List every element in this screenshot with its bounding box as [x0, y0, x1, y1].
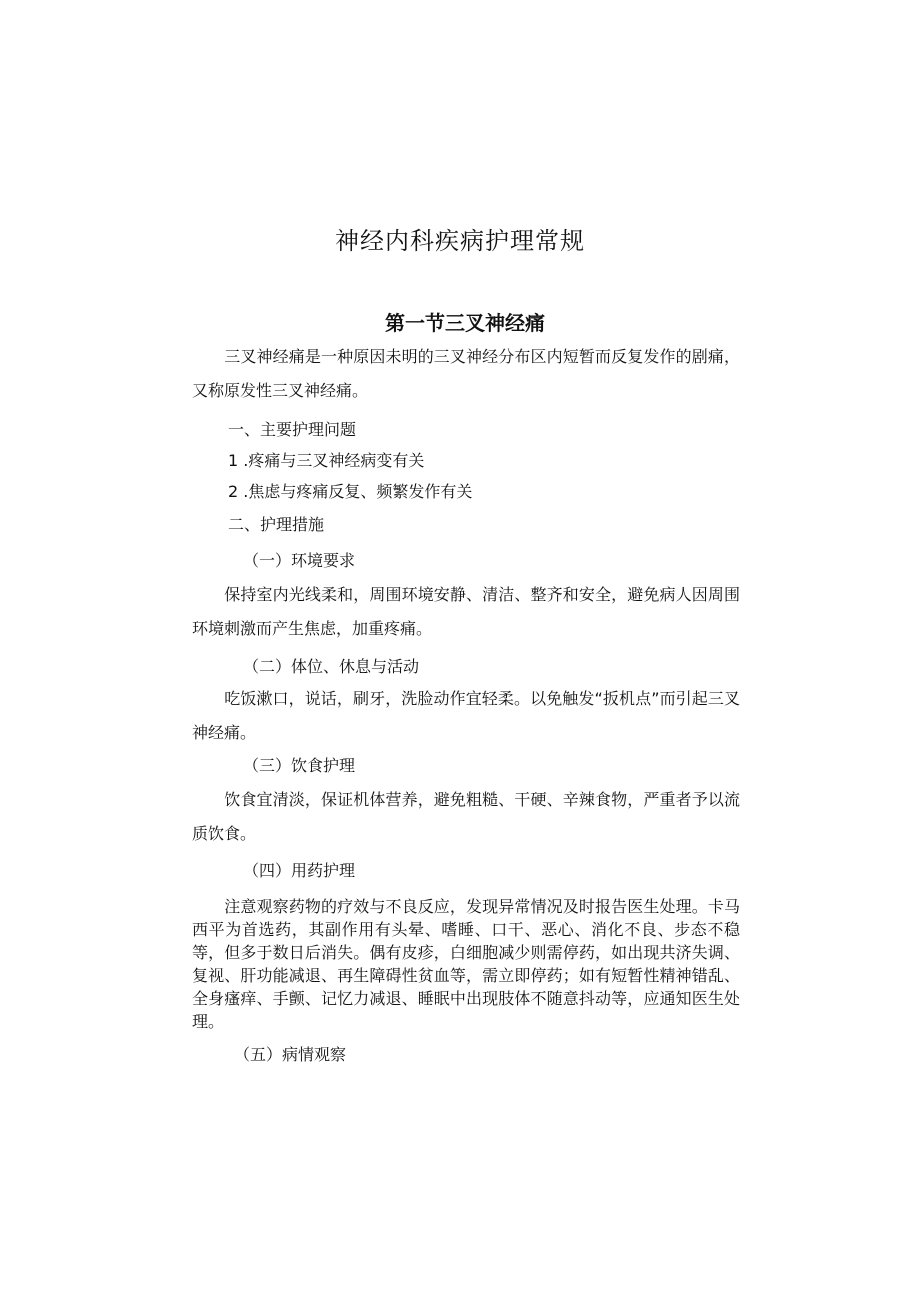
heading-main-problems: 一、主要护理问题 [228, 420, 357, 439]
paragraph-medication: 注意观察药物的疗效与不良反应，发现异常情况及时报告医生处理。卡马西平为首选药，其副作用有头晕、嗜睡、口干、恶心、消化不良、步态不稳等，但多于数日后消失。偶有皮疹，白细胞减少则需停药，如出现共济失调、复视、肝功能减退、再生障碍性贫血等，需立即停药；如有短暂性精神错乱、全身瘙痒、手颤、记忆力减退、睡眠中出现肢体不随意抖动等，应通知医生处理。 [192, 897, 740, 1031]
subheading-position-rest: （二）体位、休息与活动 [243, 657, 420, 676]
subheading-environment: （一）环境要求 [243, 551, 356, 570]
subheading-observation: （五）病情观察 [234, 1045, 347, 1064]
subheading-medication: （四）用药护理 [243, 861, 356, 880]
paragraph-environment: 保持室内光线柔和，周围环境安静、清洁、整齐和安全，避免病人因周围环境刺激而产生焦虑，加重疼痛。 [192, 585, 740, 638]
intro-paragraph: 三叉神经痛是一种原因未明的三叉神经分布区内短暂而反复发作的剧痛，又称原发性三叉神经痛。 [192, 347, 740, 400]
problem-item-1: 1 .疼痛与三叉神经病变有关 [228, 451, 425, 470]
section-title: 第一节三叉神经痛 [385, 311, 545, 335]
subheading-diet: （三）饮食护理 [243, 756, 356, 775]
paragraph-diet: 饮食宜清淡，保证机体营养，避免粗糙、干硬、辛辣食物，严重者予以流质饮食。 [192, 790, 740, 843]
document-title: 神经内科疾病护理常规 [335, 227, 585, 255]
paragraph-position-rest: 吃饭漱口，说话，刷牙，洗脸动作宜轻柔。以免触发“扳机点”而引起三叉神经痛。 [192, 689, 740, 742]
problem-item-2: 2 .焦虑与疼痛反复、频繁发作有关 [228, 482, 473, 501]
heading-nursing-measures: 二、护理措施 [228, 515, 325, 534]
